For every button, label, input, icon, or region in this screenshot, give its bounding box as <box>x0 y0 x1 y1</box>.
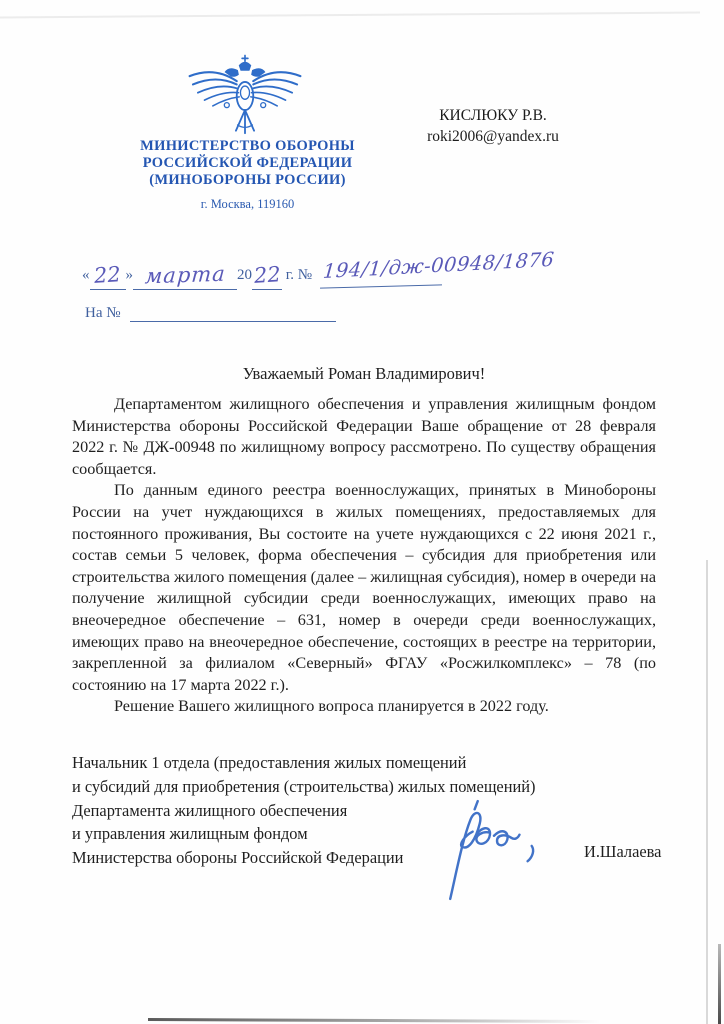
scan-artifact-right-line <box>706 560 708 1024</box>
close-quote: » <box>125 267 133 283</box>
printed-number-sign: г. № <box>282 267 316 283</box>
printed-century: 20 <box>237 267 252 283</box>
salutation: Уважаемый Роман Владимирович! <box>242 364 486 383</box>
handwritten-year: 22 <box>252 262 282 288</box>
ministry-line-3: (МИНОБОРОНЫ РОССИИ) <box>149 172 346 188</box>
month-slot <box>133 263 237 290</box>
scan-artifact-bottom-streak <box>148 1018 600 1022</box>
letterhead-city-line: г. Москва, 119160 <box>200 197 295 211</box>
reference-blank-underline <box>130 303 336 322</box>
position-line-4: и управления жилищным фондом <box>72 824 308 844</box>
position-line-5: Министерства обороны Российской Федерации <box>72 848 404 868</box>
handwritten-signature-icon <box>438 793 550 905</box>
ministry-line-2: РОССИЙСКОЙ ФЕДЕРАЦИИ <box>142 155 353 171</box>
position-line-1: Начальник 1 отдела (предоставления жилых помещений <box>72 753 467 772</box>
body-paragraph-2: По данным единого реестра военнослужащих, принятых в Минобороны России на учет нуждающихся в жилых помещениях, предоставляемых для постоянного проживания, Вы состоите на учете нуждающихся с 22 июня 2021 г., состав семьи 5 человек, форма обеспечения – субсидия для приобретения или строительства жилого помещения (далее – жилищная субсидия), номер в очереди на получение жилищной субсидии среди военнослужащих, имеющих право на внеочередное обеспечение – 631, номер в очереди среди военнослужащих, имеющих право на внеочередное обеспечение, состоящих в реестре на территории, закрепленной за филиалом «Северный» ФГАУ «Росжилкомплекс» – 78 (по состоянию на 17 марта 2022 г.). <box>72 481 656 694</box>
date-number-line <box>82 248 562 290</box>
reference-label: На № <box>85 305 121 321</box>
handwritten-day: 22 <box>93 262 122 288</box>
year-slot <box>252 263 282 290</box>
scan-artifact-right-edge <box>718 944 721 1024</box>
position-line-3: Департамента жилищного обеспечения <box>72 800 348 820</box>
ministry-line-1: МИНИСТЕРСТВО ОБОРОНЫ <box>140 138 355 154</box>
position-line-2: и субсидий для приобретения (строительства) жилых помещений) <box>72 776 536 796</box>
recipient-block <box>388 105 598 147</box>
handwritten-month: марта <box>143 261 227 289</box>
number-slot <box>316 247 556 290</box>
recipient-email: roki2006@yandex.ru <box>427 128 559 145</box>
day-slot <box>90 263 126 290</box>
letterhead-ministry-name <box>100 138 395 189</box>
body-paragraph-3: Решение Вашего жилищного вопроса планируется в 2022 году. <box>114 697 549 716</box>
handwritten-outgoing-number: 194/1/дж-00948/1876 <box>321 247 556 283</box>
open-quote: « <box>82 267 90 283</box>
recipient-name: КИСЛЮКУ Р.В. <box>439 107 547 124</box>
scan-artifact-top-line <box>0 12 700 18</box>
reference-line <box>85 303 336 322</box>
mod-double-headed-eagle-icon <box>183 52 307 140</box>
signer-name: И.Шалаева <box>584 842 662 861</box>
body-paragraph-1: Департаментом жилищного обеспечения и управления жилищным фондом Министерства обороны Российской Федерации Ваше обращение от 28 февраля 2022 г. № ДЖ-00948 по жилищному вопросу рассмотрено. По существу обращения сообщается. <box>72 395 656 478</box>
letter-body <box>72 394 656 718</box>
